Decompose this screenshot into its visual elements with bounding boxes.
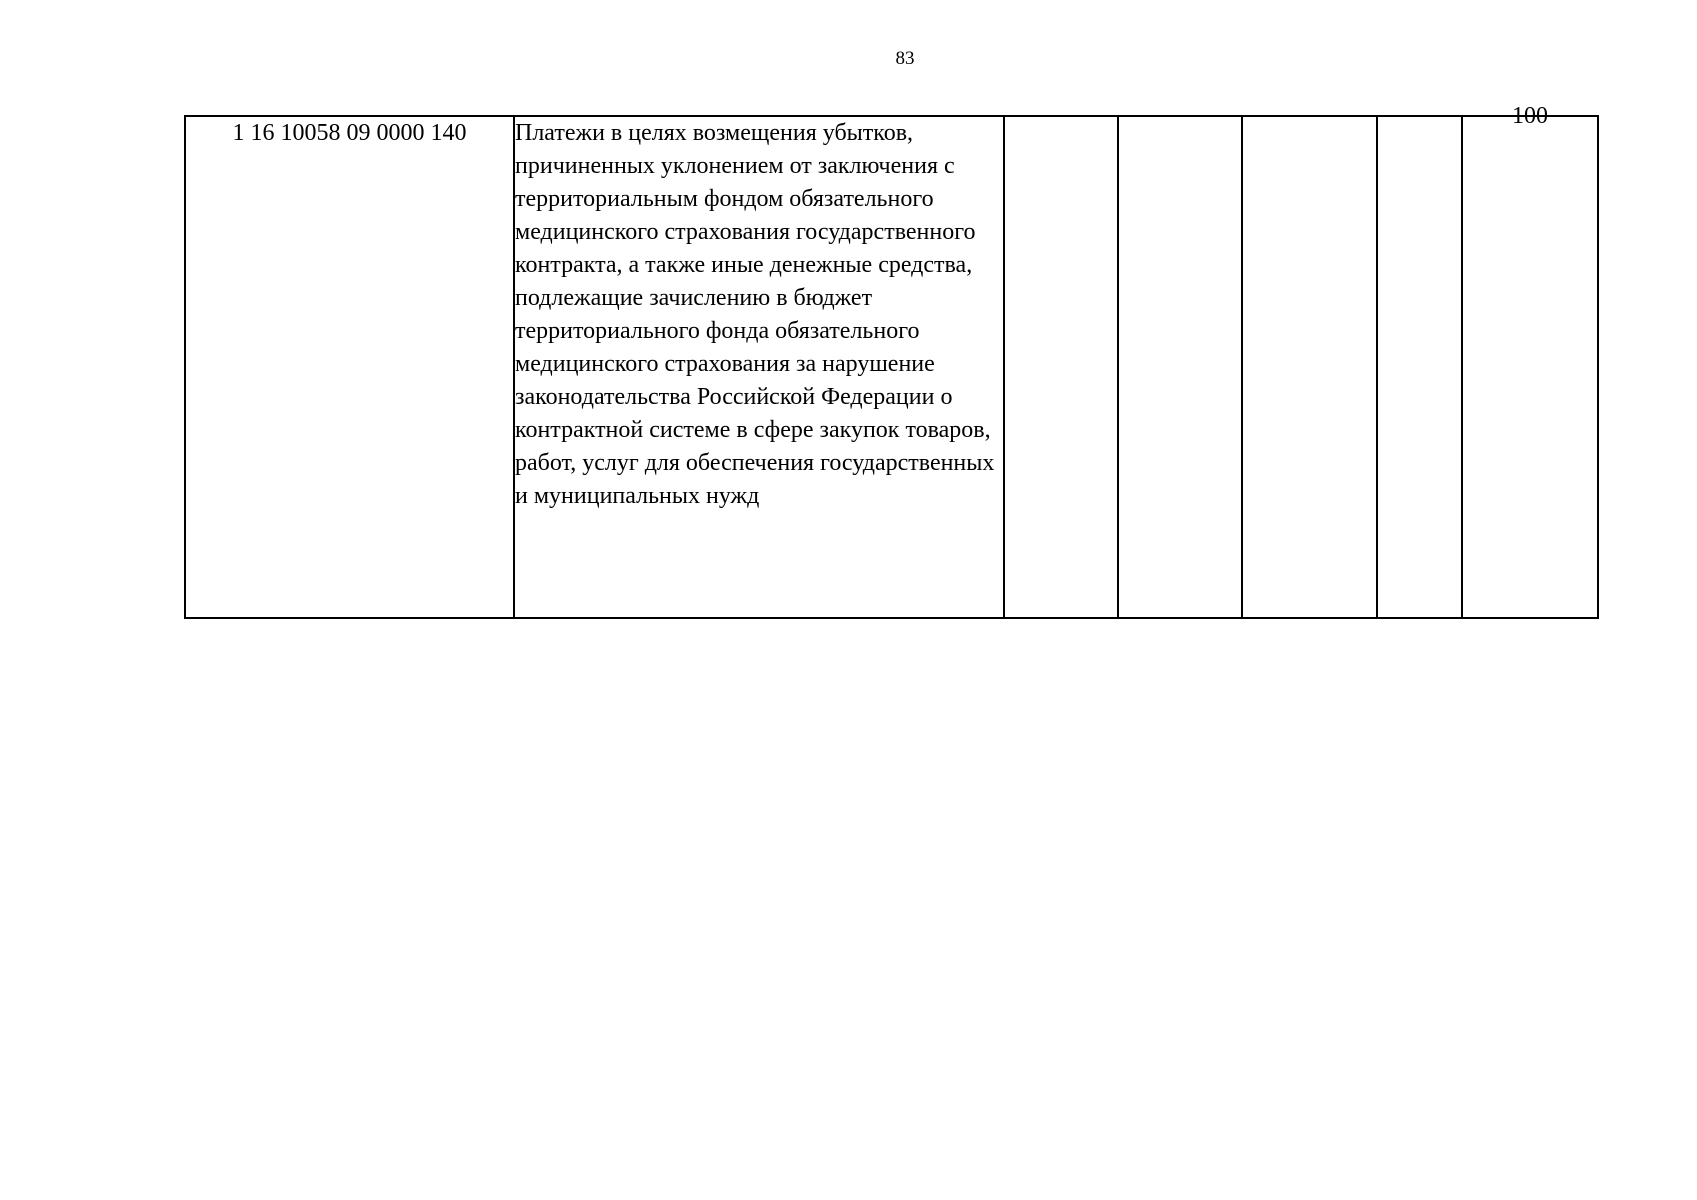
budget-classification-table: [184, 103, 1599, 619]
budget-code-cell: 1 16 10058 09 0000 140: [185, 116, 514, 618]
value-cell-col4: [1118, 116, 1242, 618]
value-cell-col5: [1242, 116, 1377, 618]
table-row: [185, 116, 1598, 618]
percentage-value: 100: [1512, 103, 1548, 129]
income-description-cell: Платежи в целях возмещения убытков, причиненных уклонением от заключения с территориальным фондом обязательного медицинского страхования государственного контракта, а также иные денежные средства, подлежащие зачислению в бюджет территориального фонда обязательного медицинского страхования за нарушение законодательства Российской Федерации о контрактной системе в сфере закупок товаров, работ, услуг для обеспечения государственных и муниципальных нужд: [514, 116, 1004, 618]
page-number: 83: [895, 48, 915, 69]
value-cell-col7: [1462, 103, 1598, 618]
value-cell-col3: [1004, 116, 1118, 618]
value-cell-col6: [1377, 116, 1462, 618]
